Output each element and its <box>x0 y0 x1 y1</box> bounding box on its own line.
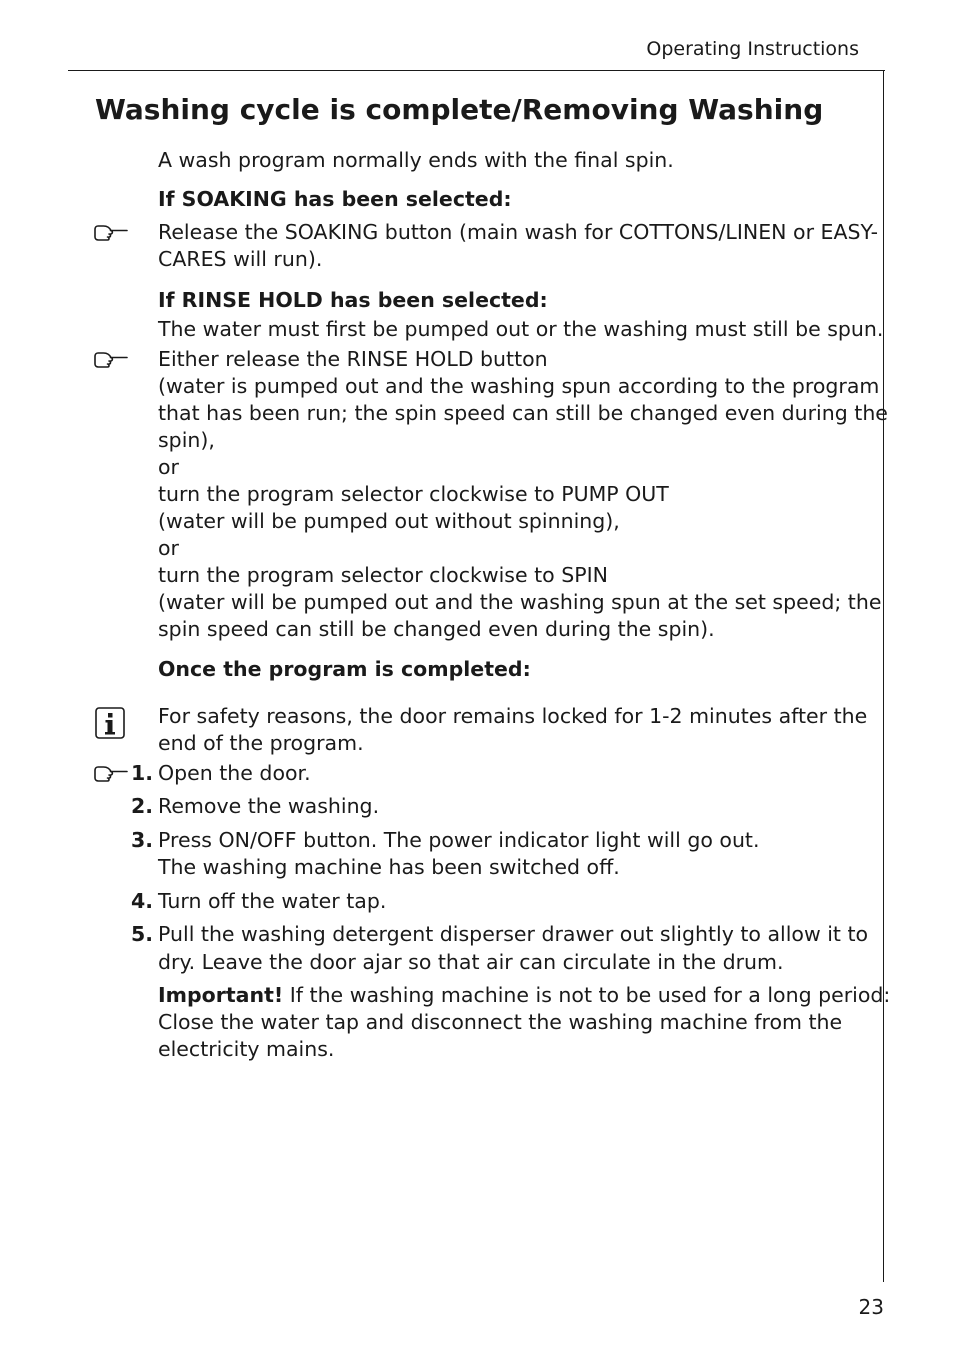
rinse-hold-line: turn the program selector clockwise to SPIN <box>158 563 608 587</box>
rinse-hold-line: or <box>158 536 179 560</box>
step-text: Remove the washing. <box>158 794 380 818</box>
soaking-line: CARES will run). <box>158 247 323 271</box>
info-icon <box>95 707 125 739</box>
pointing-hand-icon <box>94 222 128 242</box>
step-number: 4. <box>131 889 154 913</box>
step-text: The washing machine has been switched off. <box>158 855 620 879</box>
page-number: 23 <box>858 1295 884 1319</box>
rinse-hold-intro: The water must first be pumped out or the washing must still be spun. <box>158 317 884 341</box>
pointing-hand-icon <box>94 349 128 369</box>
important-text: Close the water tap and disconnect the washing machine from the <box>158 1010 843 1034</box>
rinse-hold-line: (water is pumped out and the washing spun according to the program <box>158 374 880 398</box>
step-number: 3. <box>131 828 154 852</box>
info-line: end of the program. <box>158 731 364 755</box>
intro-text: A wash program normally ends with the final spin. <box>158 148 674 172</box>
info-line: For safety reasons, the door remains locked for 1-2 minutes after the <box>158 704 868 728</box>
rinse-hold-line: (water will be pumped out without spinning), <box>158 509 620 533</box>
step-text: dry. Leave the door ajar so that air can circulate in the drum. <box>158 950 784 974</box>
important-text: If the washing machine is not to be used for a long period: <box>283 983 891 1007</box>
step-text: Press ON/OFF button. The power indicator light will go out. <box>158 828 760 852</box>
step-number: 2. <box>131 794 154 818</box>
rinse-hold-line: turn the program selector clockwise to PUMP OUT <box>158 482 669 506</box>
important-label: Important! <box>158 983 284 1007</box>
rinse-hold-line: or <box>158 455 179 479</box>
rinse-hold-line: (water will be pumped out and the washing spun at the set speed; the <box>158 590 882 614</box>
completed-heading: Once the program is completed: <box>158 657 531 681</box>
margin-rule <box>883 70 884 1282</box>
step-text: Turn off the water tap. <box>158 889 387 913</box>
important-text: electricity mains. <box>158 1037 335 1061</box>
rinse-hold-heading: If RINSE HOLD has been selected: <box>158 288 548 312</box>
step-number: 1. <box>131 761 154 785</box>
step-text: Open the door. <box>158 761 311 785</box>
header-rule <box>68 70 885 71</box>
soaking-heading: If SOAKING has been selected: <box>158 187 512 211</box>
step-number: 5. <box>131 922 154 946</box>
step-text: Pull the washing detergent disperser drawer out slightly to allow it to <box>158 922 869 946</box>
rinse-hold-line: spin speed can still be changed even during the spin). <box>158 617 715 641</box>
rinse-hold-line: spin), <box>158 428 215 452</box>
running-header: Operating Instructions <box>646 38 859 60</box>
rinse-hold-line: that has been run; the spin speed can still be changed even during the <box>158 401 888 425</box>
important-note <box>158 982 890 1009</box>
pointing-hand-icon <box>94 763 128 783</box>
page-title: Washing cycle is complete/Removing Washing <box>95 93 824 126</box>
soaking-line: Release the SOAKING button (main wash for COTTONS/LINEN or EASY- <box>158 220 878 244</box>
rinse-hold-line: Either release the RINSE HOLD button <box>158 347 548 371</box>
